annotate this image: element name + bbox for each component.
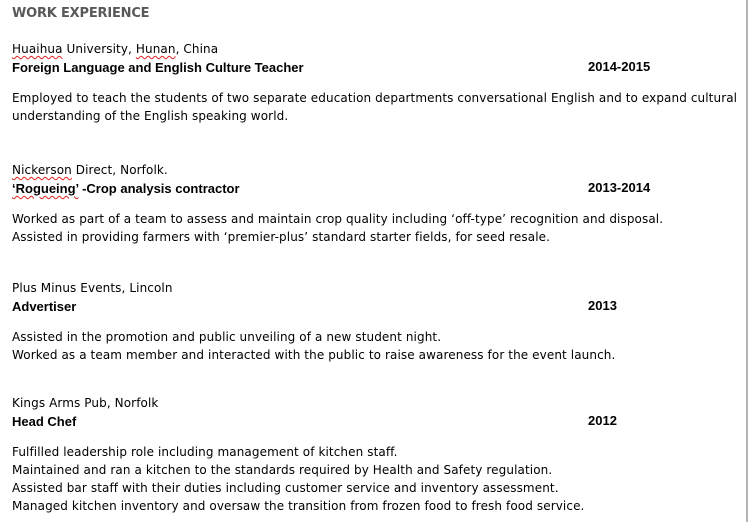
date-range: 2014-2015	[588, 59, 651, 74]
employer-line	[12, 40, 712, 58]
description-line: Assisted in providing farmers with ‘premier-plus’ standard starter fields, for seed resale.	[12, 230, 551, 244]
description-line: Maintained and ran a kitchen to the standards required by Health and Safety regulation.	[12, 463, 553, 477]
employer-line	[12, 161, 712, 179]
job-description	[12, 89, 738, 125]
date-range: 2013-2014	[588, 180, 651, 195]
employer-text: Plus Minus Events, Lincoln	[12, 281, 173, 295]
job-description	[12, 210, 712, 246]
section-heading: WORK EXPERIENCE	[12, 6, 150, 21]
job-title: Foreign Language and English Culture Teacher	[12, 60, 304, 75]
employer-text: University,	[62, 42, 136, 56]
experience-entry	[12, 40, 738, 125]
description-line: Assisted bar staff with their duties including customer service and inventory assessment.	[12, 481, 559, 495]
description-line: understanding of the English speaking world.	[12, 109, 289, 123]
employer-text: , China	[175, 42, 219, 56]
date-range: 2013	[588, 298, 617, 313]
description-line: Fulfilled leadership role including management of kitchen staff.	[12, 445, 398, 459]
employer-text: Direct, Norfolk.	[71, 163, 168, 177]
employer-text: Hunan	[135, 42, 176, 56]
role-row	[12, 297, 712, 315]
role-row	[12, 179, 712, 197]
description-line: Managed kitchen inventory and oversaw the transition from frozen food to fresh food service.	[12, 499, 585, 513]
employer-line	[12, 279, 712, 297]
experience-entry	[12, 161, 712, 246]
date-range: 2012	[588, 413, 617, 428]
description-line: Worked as part of a team to assess and maintain crop quality including ‘off-type’ recognition and disposal.	[12, 212, 664, 226]
job-description	[12, 328, 712, 364]
employer-text: Nickerson	[12, 163, 72, 177]
job-title	[12, 181, 240, 196]
description-line: Employed to teach the students of two separate education departments conversational English and to expand cultural	[12, 91, 738, 105]
experience-entry	[12, 279, 712, 364]
experience-entry	[12, 394, 712, 515]
employer-line	[12, 394, 712, 412]
job-title-part: -Crop analysis contractor	[78, 181, 240, 196]
job-title: Advertiser	[12, 299, 77, 314]
job-title-part: ‘Rogueing’	[12, 181, 79, 196]
description-line: Assisted in the promotion and public unveiling of a new student night.	[12, 330, 442, 344]
employer-text: Huaihua	[12, 42, 63, 56]
role-row	[12, 58, 712, 76]
job-description	[12, 443, 712, 515]
page-edge-divider	[746, 0, 748, 522]
job-title: Head Chef	[12, 414, 77, 429]
role-row	[12, 412, 712, 430]
employer-text: Kings Arms Pub, Norfolk	[12, 396, 159, 410]
description-line: Worked as a team member and interacted with the public to raise awareness for the event launch.	[12, 348, 616, 362]
